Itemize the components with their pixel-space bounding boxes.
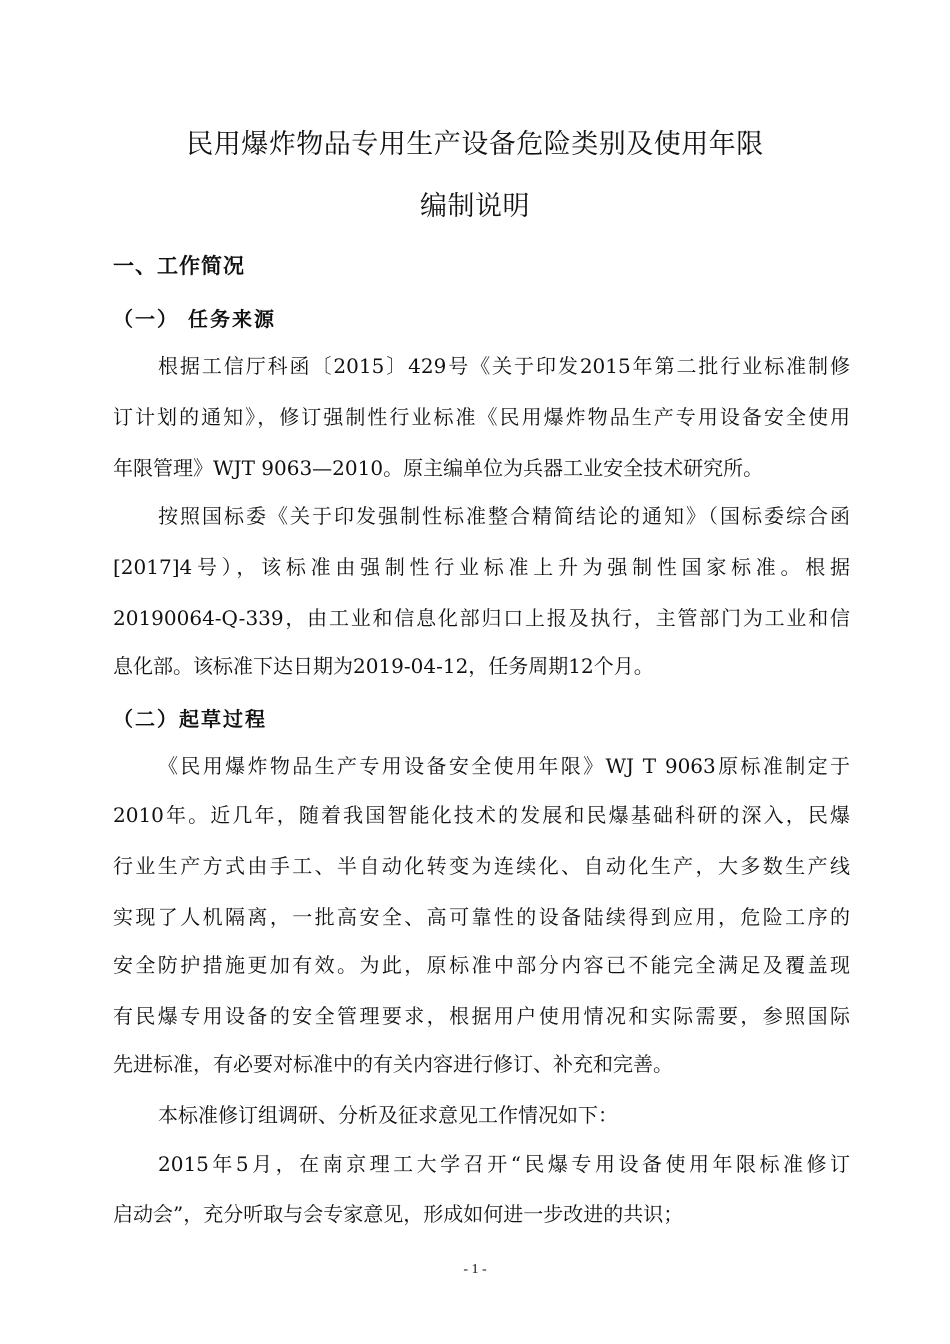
paragraph-line: 启动会”，充分听取与会专家意见，形成如何进一步改进的共识； (113, 1202, 684, 1226)
paragraph-line: 息化部。该标准下达日期为2019-04-12，任务周期12个月。 (113, 654, 654, 678)
paragraph-line: 先进标准，有必要对标准中的有关内容进行修订、补充和完善。 (113, 1052, 673, 1076)
section-heading-work-overview: 一、工作简况 (113, 254, 245, 278)
subsection-heading-task-source: （一） 任务来源 (113, 307, 276, 331)
paragraph-line: 2015年5月，在南京理工大学召开“民爆专用设备使用年限标准修订 (158, 1152, 850, 1176)
document-title: 民用爆炸物品专用生产设备危险类别及使用年限 (186, 129, 764, 160)
page-number: - 1 - (463, 1262, 487, 1277)
paragraph-line: 订计划的通知》，修订强制性行业标准《民用爆炸物品生产专用设备安全使用 (113, 405, 850, 429)
paragraph-line: 行业生产方式由手工、半自动化转变为连续化、自动化生产，大多数生产线 (113, 854, 850, 878)
document-subtitle: 编制说明 (420, 191, 530, 222)
paragraph-line: 2010年。近几年，随着我国智能化技术的发展和民爆基础科研的深入，民爆 (113, 803, 850, 827)
subsection-heading-drafting-process: （二）起草过程 (113, 707, 267, 731)
paragraph-line: 本标准修订组调研、分析及征求意见工作情况如下： (158, 1103, 618, 1127)
paragraph-line: [2017]4号），该标准由强制性行业标准上升为强制性国家标准。根据 (113, 555, 850, 579)
paragraph-line: 20190064-Q-339，由工业和信息化部归口上报及执行，主管部门为工业和信 (113, 606, 850, 630)
paragraph-line: 实现了人机隔离，一批高安全、高可靠性的设备陆续得到应用，危险工序的 (113, 905, 850, 929)
paragraph-line: 根据工信厅科函〔2015〕429号《关于印发2015年第二批行业标准制修 (158, 354, 850, 378)
paragraph-line: 有民爆专用设备的安全管理要求，根据用户使用情况和实际需要，参照国际 (113, 1004, 850, 1028)
paragraph-line: 安全防护措施更加有效。为此，原标准中部分内容已不能完全满足及覆盖现 (113, 953, 850, 977)
paragraph-line: 年限管理》WJT 9063—2010。原主编单位为兵器工业安全技术研究所。 (113, 456, 764, 480)
paragraph-line: 《民用爆炸物品生产专用设备安全使用年限》WJ T 9063原标准制定于 (158, 754, 850, 778)
paragraph-line: 按照国标委《关于印发强制性标准整合精简结论的通知》（国标委综合函 (158, 504, 850, 528)
